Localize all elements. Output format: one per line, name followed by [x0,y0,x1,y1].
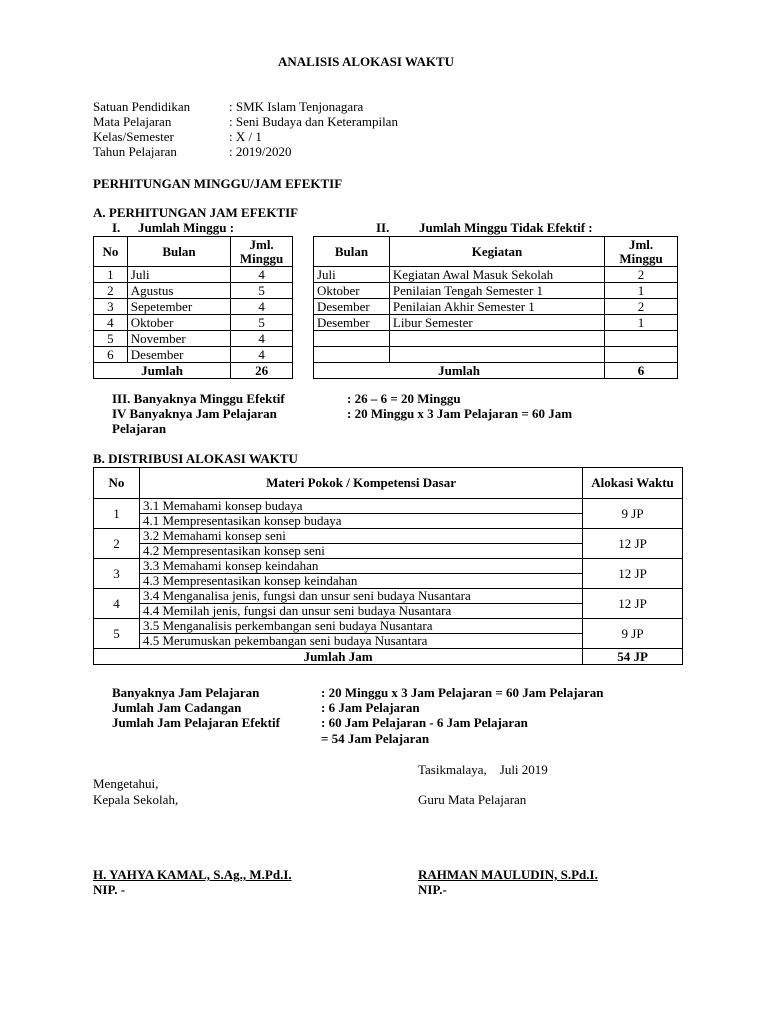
section-heading: PERHITUNGAN MINGGU/JAM EFEKTIF [93,176,343,191]
cell-month: Oktober [314,283,390,299]
table-row [314,331,678,347]
identity-value: : 2019/2020 [229,144,292,159]
sub-ii-label: Jumlah Minggu Tidak Efektif : [419,220,593,235]
table-row [314,315,678,331]
total-value: 6 [605,363,678,379]
summary-label: Jumlah Jam Pelajaran Efektif [112,715,280,730]
cell-allocation: 9 JP [583,499,683,529]
cell-month: Agustus [127,283,230,299]
calc-iv-label: IV Banyaknya Jam Pelajaran [112,406,277,421]
identity-label: Satuan Pendidikan [93,99,191,114]
cell-month: Desember [314,315,390,331]
calc-iii-value: : 26 – 6 = 20 Minggu [347,391,461,406]
table-total-row [94,363,293,379]
competency-item: 3.3 Memahami konsep keindahan [140,559,582,574]
identity-label: Mata Pelajaran [93,114,172,129]
page-title: ANALISIS ALOKASI WAKTU [278,54,455,69]
identity-label: Tahun Pelajaran [93,144,177,159]
cell-no: 4 [94,315,128,331]
cell-no: 5 [94,331,128,347]
column-header: No [94,237,128,267]
cell-month: Juli [127,267,230,283]
summary-value: : 6 Jam Pelajaran [321,700,420,715]
cell-no: 1 [94,267,128,283]
table-row [314,267,678,283]
sub-i-number: I. [112,220,121,235]
cell-competencies [139,619,582,649]
calc-iv-wrap: Pelajaran [112,421,167,436]
table-total-row [314,363,678,379]
table-header-row [94,468,683,499]
section-b-heading: B. DISTRIBUSI ALOKASI WAKTU [93,451,298,466]
summary-value: : 20 Minggu x 3 Jam Pelajaran = 60 Jam Pelajaran [321,685,604,700]
total-label: Jumlah Jam [94,649,583,665]
cell-weeks: 2 [605,267,678,283]
summary-label: Jumlah Jam Cadangan [112,700,242,715]
table-row [314,299,678,315]
right-signatory-name: RAHMAN MAULUDIN, S.Pd.I. [418,867,598,882]
table-row [94,589,683,619]
cell-no: 1 [94,499,140,529]
table-total-row [94,649,683,665]
column-header: Jml. Minggu [231,237,293,267]
cell-competencies [139,589,582,619]
cell-allocation: 9 JP [583,619,683,649]
left-sig-line1: Mengetahui, [93,776,159,791]
competency-item: 4.4 Memilah jenis, fungsi dan unsur seni budaya Nusantara [142,603,452,618]
cell-month: Sepetember [127,299,230,315]
cell-month [314,331,390,347]
distribution-table [93,467,683,665]
left-sig-line2: Kepala Sekolah, [93,792,179,807]
column-header: Jml. Minggu [605,237,678,267]
cell-weeks: 1 [605,315,678,331]
table-row [94,267,293,283]
cell-competencies [139,529,582,559]
table-row [94,315,293,331]
cell-activity [389,347,604,363]
competency-item: 3.2 Memahami konsep seni [140,529,582,544]
total-label: Jumlah [94,363,231,379]
cell-weeks: 4 [231,267,293,283]
cell-activity: Penilaian Tengah Semester 1 [389,283,604,299]
total-label: Jumlah [314,363,605,379]
column-header: Alokasi Waktu [583,468,683,499]
cell-month [314,347,390,363]
cell-competencies [139,559,582,589]
table-header-row [94,237,293,267]
cell-month: Desember [127,347,230,363]
competency-item: 4.2 Mempresentasikan konsep seni [142,543,325,558]
sub-i-label: Jumlah Minggu : [138,220,235,235]
summary-label: Banyaknya Jam Pelajaran [112,685,260,700]
cell-weeks: 4 [231,347,293,363]
column-header: Bulan [127,237,230,267]
cell-month: Desember [314,299,390,315]
cell-weeks [605,347,678,363]
cell-activity: Kegiatan Awal Masuk Sekolah [389,267,604,283]
identity-label: Kelas/Semester [93,129,174,144]
competency-item: 3.1 Memahami konsep budaya [140,499,582,514]
place-date: Tasikmalaya, Juli 2019 [418,762,548,777]
cell-no: 3 [94,559,140,589]
column-header: Kegiatan [389,237,604,267]
table-row [314,283,678,299]
table-row [94,619,683,649]
cell-competencies [139,499,582,529]
total-value: 26 [231,363,293,379]
cell-no: 5 [94,619,140,649]
table-row [94,283,293,299]
column-header: Bulan [314,237,390,267]
competency-item: 4.3 Mempresentasikan konsep keindahan [142,573,358,588]
cell-allocation: 12 JP [583,589,683,619]
cell-no: 3 [94,299,128,315]
competency-item: 3.5 Menganalisis perkembangan seni budaya Nusantara [140,619,582,634]
table-row [94,529,683,559]
cell-month: November [127,331,230,347]
competency-item: 4.1 Mempresentasikan konsep budaya [142,513,342,528]
cell-allocation: 12 JP [583,559,683,589]
summary-continuation: = 54 Jam Pelajaran [321,731,430,746]
right-sig-line2: Guru Mata Pelajaran [418,792,527,807]
cell-activity [389,331,604,347]
cell-weeks: 5 [231,315,293,331]
cell-allocation: 12 JP [583,529,683,559]
left-signatory-name: H. YAHYA KAMAL, S.Ag., M.Pd.I. [93,867,292,882]
cell-weeks: 2 [605,299,678,315]
cell-activity: Penilaian Akhir Semester 1 [389,299,604,315]
cell-month: Oktober [127,315,230,331]
table-row [94,299,293,315]
table-row [94,331,293,347]
column-header: No [94,468,140,499]
section-a-heading: A. PERHITUNGAN JAM EFEKTIF [93,205,299,220]
cell-month: Juli [314,267,390,283]
table-row [94,559,683,589]
identity-value: : SMK Islam Tenjonagara [229,99,364,114]
non-effective-weeks-table [313,236,678,379]
cell-no: 6 [94,347,128,363]
identity-value: : Seni Budaya dan Keterampilan [229,114,398,129]
cell-no: 2 [94,529,140,559]
cell-weeks: 1 [605,283,678,299]
cell-weeks: 5 [231,283,293,299]
identity-value: : X / 1 [229,129,262,144]
competency-item: 4.5 Merumuskan pekembangan seni budaya Nusantara [142,633,428,648]
table-header-row [314,237,678,267]
table-row [94,499,683,529]
summary-value: : 60 Jam Pelajaran - 6 Jam Pelajaran [321,715,528,730]
right-signatory-nip: NIP.- [418,882,447,897]
total-value: 54 JP [583,649,683,665]
cell-activity: Libur Semester [389,315,604,331]
weeks-table [93,236,293,379]
table-row [314,347,678,363]
cell-weeks [605,331,678,347]
cell-weeks: 4 [231,299,293,315]
cell-weeks: 4 [231,331,293,347]
table-row [94,347,293,363]
column-header: Materi Pokok / Kompetensi Dasar [139,468,582,499]
cell-no: 4 [94,589,140,619]
cell-no: 2 [94,283,128,299]
sub-ii-number: II. [376,220,390,235]
calc-iii-label: III. Banyaknya Minggu Efektif [112,391,285,406]
left-signatory-nip: NIP. - [93,882,126,897]
competency-item: 3.4 Menganalisa jenis, fungsi dan unsur seni budaya Nusantara [140,589,582,604]
calc-iv-value: : 20 Minggu x 3 Jam Pelajaran = 60 Jam [347,406,573,421]
